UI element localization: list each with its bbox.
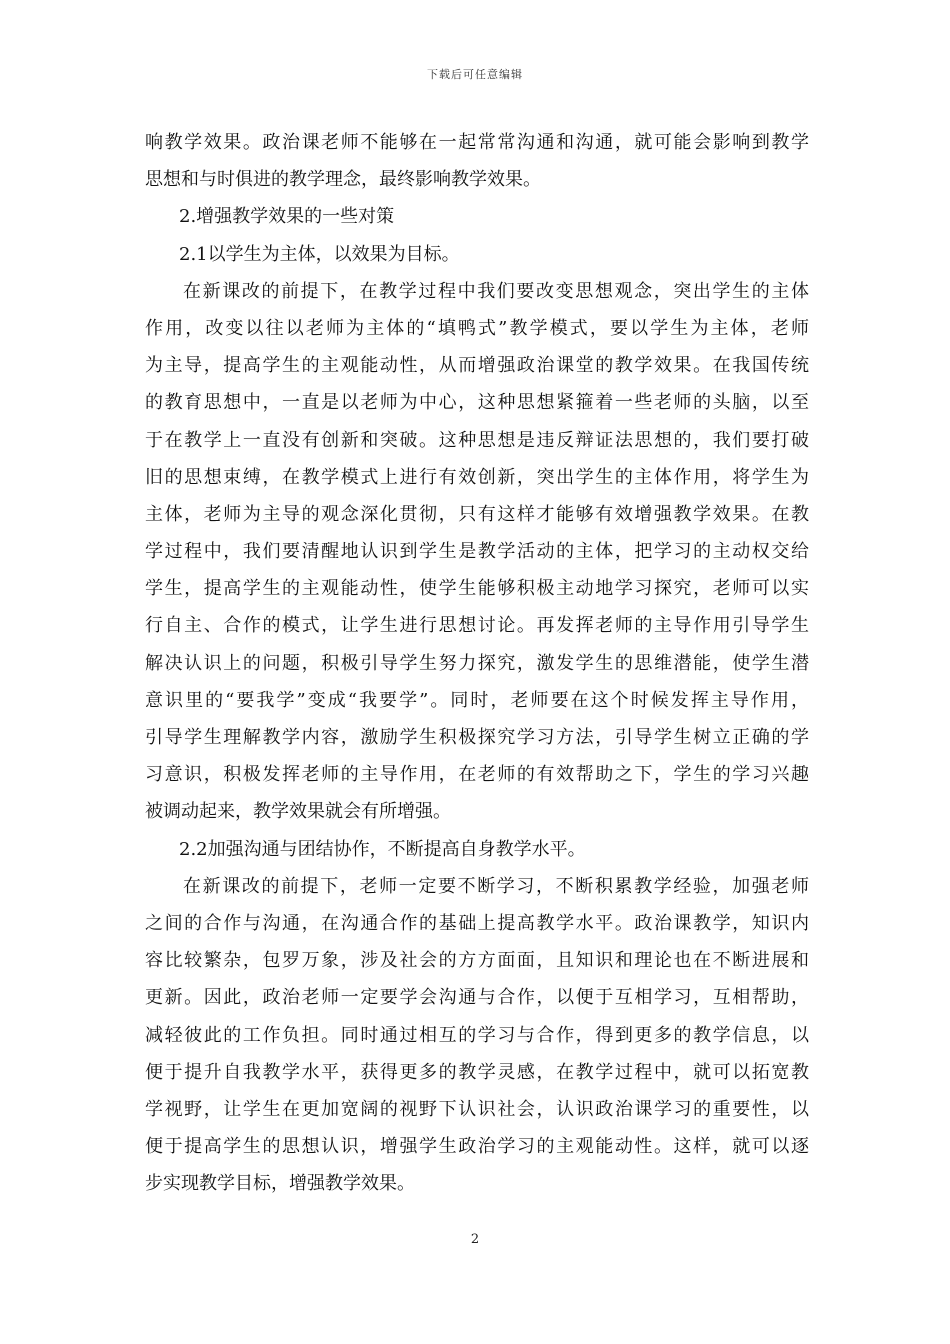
text-line: 便于提升自我教学水平，获得更多的教学灵感，在教学过程中，就可以拓宽教 bbox=[145, 1061, 809, 1083]
text-line: 学生，提高学生的主观能动性，使学生能够积极主动地学习探究，老师可以实 bbox=[145, 578, 809, 600]
text-line: 解决认识上的问题，积极引导学生努力探究，激发学生的思维潜能，使学生潜 bbox=[145, 652, 809, 674]
text-line: 思想和与时俱进的教学理念，最终影响教学效果。 bbox=[145, 169, 541, 191]
text-line: 学过程中，我们要清醒地认识到学生是教学活动的主体，把学习的主动权交给 bbox=[145, 541, 809, 563]
subsection-heading: 2.2加强沟通与团结协作，不断提高自身教学水平。 bbox=[179, 838, 586, 860]
text-line: 习意识，积极发挥老师的主导作用，在老师的有效帮助之下，学生的学习兴趣 bbox=[145, 764, 809, 786]
subsection-heading: 2.1以学生为主体，以效果为目标。 bbox=[179, 243, 460, 265]
text-line: 减轻彼此的工作负担。同时通过相互的学习与合作，得到更多的教学信息，以 bbox=[145, 1024, 809, 1046]
text-line: 在新课改的前提下，在教学过程中我们要改变思想观念，突出学生的主体 bbox=[183, 280, 809, 302]
text-line: 便于提高学生的思想认识，增强学生政治学习的主观能动性。这样，就可以逐 bbox=[145, 1136, 809, 1158]
text-line: 主体，老师为主导的观念深化贯彻，只有这样才能够有效增强教学效果。在教 bbox=[145, 503, 809, 525]
page-header: 下载后可任意编辑 bbox=[427, 68, 523, 81]
text-line: 在新课改的前提下，老师一定要不断学习，不断积累教学经验，加强老师 bbox=[183, 875, 809, 897]
text-line: 为主导，提高学生的主观能动性，从而增强政治课堂的教学效果。在我国传统 bbox=[145, 355, 809, 377]
document-body bbox=[145, 124, 809, 1202]
text-line: 意识里的“要我学”变成“我要学”。同时，老师要在这个时候发挥主导作用， bbox=[145, 689, 809, 711]
page-number: 2 bbox=[470, 1232, 480, 1247]
text-line: 步实现教学目标，增强教学效果。 bbox=[145, 1173, 415, 1195]
text-line: 学视野，让学生在更加宽阔的视野下认识社会，认识政治课学习的重要性，以 bbox=[145, 1098, 809, 1120]
text-line: 引导学生理解教学内容，激励学生积极探究学习方法，引导学生树立正确的学 bbox=[145, 727, 809, 748]
text-line: 行自主、合作的模式，让学生进行思想讨论。再发挥老师的主导作用引导学生 bbox=[145, 615, 809, 637]
text-line: 作用，改变以往以老师为主体的“填鸭式”教学模式，要以学生为主体，老师 bbox=[145, 317, 809, 339]
text-line: 响教学效果。政治课老师不能够在一起常常沟通和沟通，就可能会影响到教学 bbox=[145, 132, 809, 153]
text-line: 容比较繁杂，包罗万象，涉及社会的方方面面，且知识和理论也在不断进展和 bbox=[145, 950, 809, 972]
text-line: 旧的思想束缚，在教学模式上进行有效创新，突出学生的主体作用，将学生为 bbox=[145, 466, 809, 488]
text-line: 于在教学上一直没有创新和突破。这种思想是违反辩证法思想的，我们要打破 bbox=[145, 429, 809, 451]
text-line: 更新。因此，政治老师一定要学会沟通与合作，以便于互相学习，互相帮助， bbox=[145, 987, 809, 1009]
text-line: 之间的合作与沟通，在沟通合作的基础上提高教学水平。政治课教学，知识内 bbox=[145, 912, 809, 934]
section-heading: 2.增强教学效果的一些对策 bbox=[179, 206, 395, 228]
text-line: 的教育思想中，一直是以老师为中心，这种思想紧箍着一些老师的头脑，以至 bbox=[145, 392, 809, 414]
text-line: 被调动起来，教学效果就会有所增强。 bbox=[145, 801, 451, 823]
